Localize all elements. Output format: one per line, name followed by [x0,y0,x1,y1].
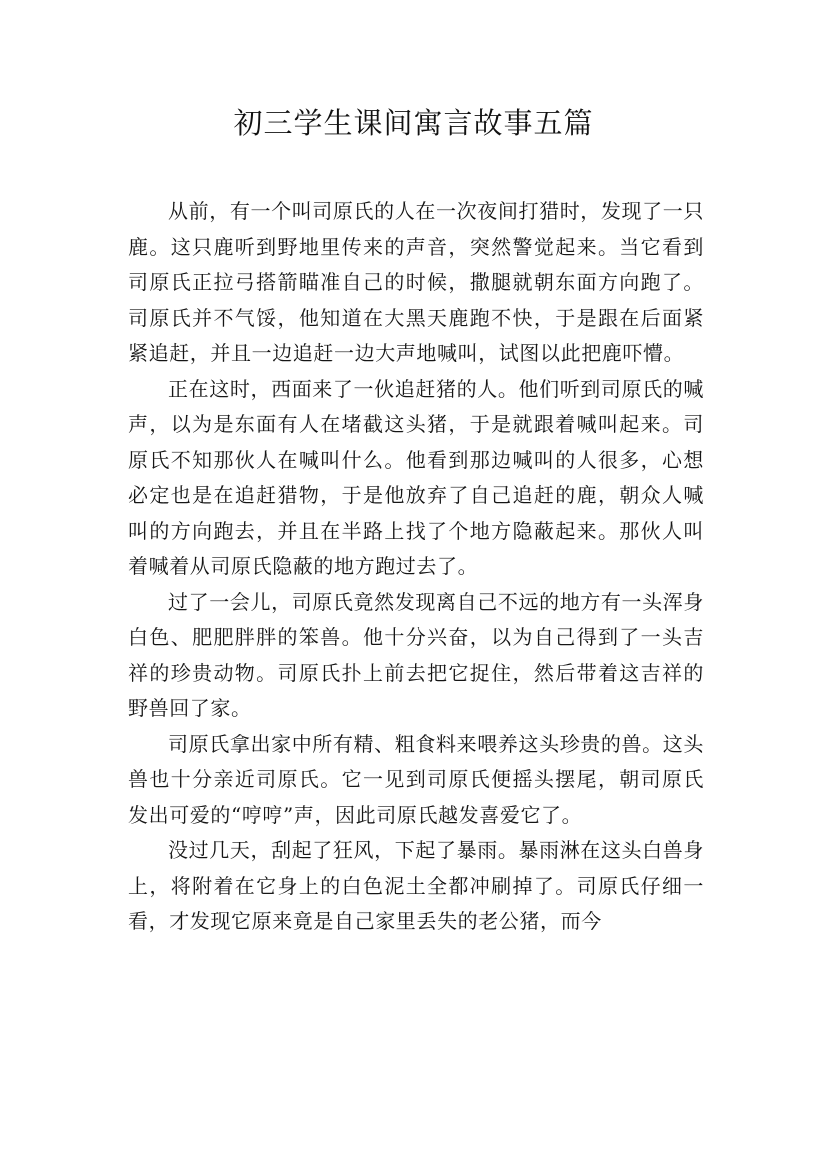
paragraph-5: 没过几天，刮起了狂风，下起了暴雨。暴雨淋在这头白兽身上，将附着在它身上的白色泥土全都冲刷掉了。司原氏仔细一看，才发现它原来竟是自己家里丢失的老公猪，而今 [128,838,704,933]
paragraph-2: 正在这时，西面来了一伙追赶猪的人。他们听到司原氏的喊声，以为是东面有人在堵截这头猪，于是就跟着喊叫起来。司原氏不知那伙人在喊叫什么。他看到那边喊叫的人很多，心想必定也是在追赶猎物，于是他放弃了自己追赶的鹿，朝众人喊叫的方向跑去，并且在半路上找了个地方隐蔽起来。那伙人叫着喊着从司原氏隐蔽的地方跑过去了。 [128,376,704,578]
document-title: 初三学生课间寓言故事五篇 [233,106,594,140]
paragraph-1: 从前，有一个叫司原氏的人在一次夜间打猎时，发现了一只鹿。这只鹿听到野地里传来的声音，突然警觉起来。当它看到司原氏正拉弓搭箭瞄准自己的时候，撒腿就朝东面方向跑了。司原氏并不气馁，他知道在大黑天鹿跑不快，于是跟在后面紧紧追赶，并且一边追赶一边大声地喊叫，试图以此把鹿吓懵。 [128,199,704,365]
document-body [128,194,704,940]
paragraph-3: 过了一会儿，司原氏竟然发现离自己不远的地方有一头浑身白色、肥肥胖胖的笨兽。他十分兴奋，以为自己得到了一头吉祥的珍贵动物。司原氏扑上前去把它捉住，然后带着这吉祥的野兽回了家。 [128,589,704,720]
paragraph-4: 司原氏拿出家中所有精、粗食料来喂养这头珍贵的兽。这头兽也十分亲近司原氏。它一见到司原氏便摇头摆尾，朝司原氏发出可爱的“哼哼”声，因此司原氏越发喜爱它了。 [128,731,704,827]
